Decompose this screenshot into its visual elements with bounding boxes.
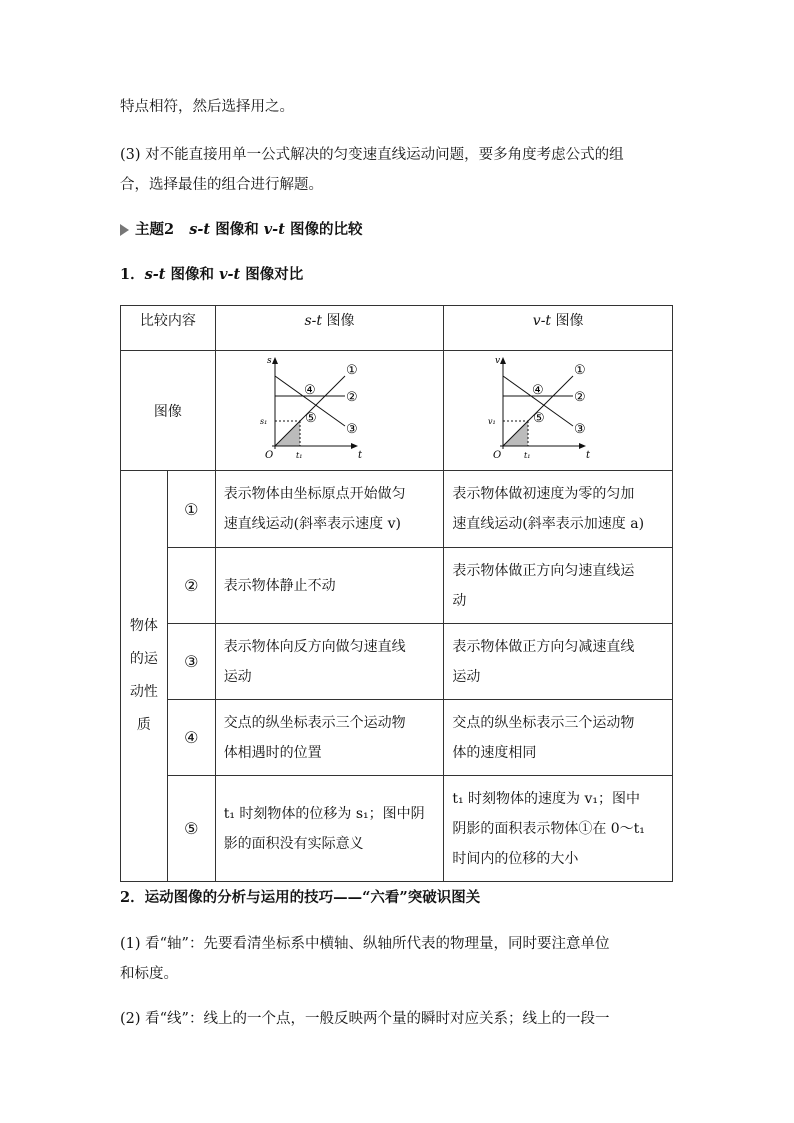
vt-graph-cell xyxy=(444,351,673,471)
image-label: 图像 xyxy=(121,351,216,471)
table-row xyxy=(121,548,673,624)
vt-mark-x: t₁ xyxy=(524,450,531,460)
vt-desc: 交点的纵坐标表示三个运动物 体的速度相同 xyxy=(444,700,673,776)
vt-xlabel: t xyxy=(586,449,591,461)
header-st: s-t 图像 xyxy=(215,306,444,351)
table-header-row xyxy=(121,306,673,351)
paragraph-3-line-2: 合，选择最佳的组合进行解题。 xyxy=(120,177,323,193)
y-arrow-icon xyxy=(500,357,506,364)
paragraph-s1-line-2: 和标度。 xyxy=(120,966,178,982)
st-desc: 表示物体由坐标原点开始做匀 速直线运动(斜率表示速度 v) xyxy=(215,471,444,548)
vt-mark-3: ③ xyxy=(574,421,586,437)
vt-desc: 表示物体做初速度为零的匀加 速直线运动(斜率表示加速度 a) xyxy=(444,471,673,548)
st-mark-x: t₁ xyxy=(295,450,302,460)
row-num: ③ xyxy=(167,624,215,700)
st-mark-4: ④ xyxy=(303,382,316,398)
section-1-heading: 1．s-t 图像和 v-t 图像对比 xyxy=(120,266,304,283)
row-num: ⑤ xyxy=(167,776,215,882)
st-desc: 表示物体静止不动 xyxy=(215,548,444,624)
paragraph-continuation: 特点相符，然后选择用之。 xyxy=(120,99,294,115)
y-arrow-icon xyxy=(272,357,278,364)
st-desc: t₁ 时刻物体的位移为 s₁；图中阴 影的面积没有实际意义 xyxy=(215,776,444,882)
header-vt: v-t 图像 xyxy=(444,306,673,351)
st-graph-cell xyxy=(215,351,444,471)
row-num: ② xyxy=(167,548,215,624)
group-label: 物体 的运 动性 质 xyxy=(121,471,168,882)
comparison-table xyxy=(120,305,673,882)
vt-mark-5: ⑤ xyxy=(533,410,545,426)
topic-heading: 主题2 s-t 图像和 v-t 图像的比较 xyxy=(120,218,362,239)
st-graph xyxy=(255,354,405,464)
x-arrow-icon xyxy=(351,443,358,449)
vt-desc: t₁ 时刻物体的速度为 v₁；图中 阴影的面积表示物体①在 0～t₁ 时间内的位移的大小 xyxy=(444,776,673,882)
vt-ylabel: v xyxy=(495,355,501,366)
paragraph-s1-line-1: (1) 看“轴”：先要看清坐标系中横轴、纵轴所代表的物理量，同时要注意单位 xyxy=(120,936,610,952)
st-xlabel: t xyxy=(357,449,362,461)
paragraph-3-line-1: (3) 对不能直接用单一公式解决的匀变速直线运动问题，要多角度考虑公式的组 xyxy=(120,147,624,163)
vt-desc: 表示物体做正方向匀减速直线 运动 xyxy=(444,624,673,700)
st-mark-y: s₁ xyxy=(259,416,267,426)
st-mark-3: ③ xyxy=(345,421,358,437)
header-compare: 比较内容 xyxy=(121,306,216,351)
vt-graph xyxy=(483,354,633,464)
vt-mark-1: ① xyxy=(574,362,586,378)
row-num: ① xyxy=(167,471,215,548)
st-mark-5: ⑤ xyxy=(304,410,317,426)
vt-mark-y: v₁ xyxy=(488,416,496,426)
st-ylabel: s xyxy=(266,355,272,366)
st-origin: O xyxy=(264,449,273,461)
vt-mark-2: ② xyxy=(574,389,586,405)
table-image-row xyxy=(121,351,673,471)
vt-desc: 表示物体做正方向匀速直线运 动 xyxy=(444,548,673,624)
triangle-bullet-icon xyxy=(120,224,129,236)
st-mark-1: ① xyxy=(345,362,358,378)
st-desc: 表示物体向反方向做匀速直线 运动 xyxy=(215,624,444,700)
section-2-heading: 2．运动图像的分析与运用的技巧——“六看”突破识图关 xyxy=(120,889,481,906)
table-row xyxy=(121,471,673,548)
vt-mark-4: ④ xyxy=(532,382,544,398)
row-num: ④ xyxy=(167,700,215,776)
table-row xyxy=(121,624,673,700)
table-row xyxy=(121,776,673,882)
table-row xyxy=(121,700,673,776)
vt-origin: O xyxy=(493,449,502,461)
paragraph-s2-line-1: (2) 看“线”：线上的一个点，一般反映两个量的瞬时对应关系；线上的一段一 xyxy=(120,1011,610,1027)
st-mark-2: ② xyxy=(345,389,358,405)
x-arrow-icon xyxy=(579,443,586,449)
st-desc: 交点的纵坐标表示三个运动物 体相遇时的位置 xyxy=(215,700,444,776)
